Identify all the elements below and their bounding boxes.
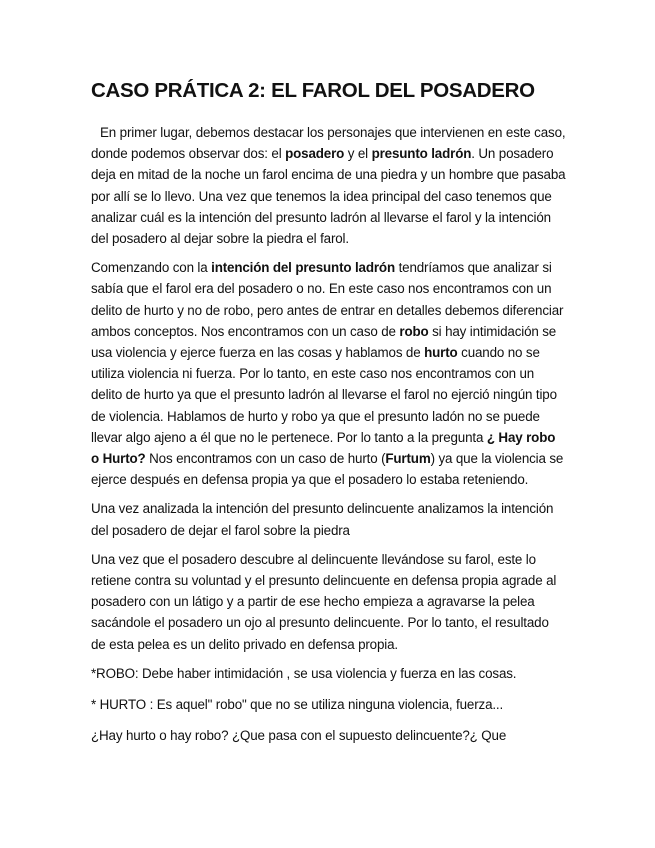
note-robo: *ROBO: Debe haber intimidación , se usa violencia y fuerza en las cosas. [91, 665, 517, 681]
paragraph-text: . Un posadero deja en mitad de la noche un farol encima de una piedra y un hombre que pasaba por allí se lo llevo. Una vez que tenemos la idea principal del caso tenemos que analizar cuál es la intención del presunto ladrón al llevarse el farol y la intención del posadero al dejar sobre la piedra el farol. [91, 146, 566, 247]
paragraph-text: cuando no se utiliza violencia ni fuerza. Por lo tanto, en este caso nos encontramos con un delito de hurto ya que el presunto ladrón al llevarse el farol no ejerció ningún tipo de violencia. Hablamos de hurto y robo ya que el presunto ladón no se puede llevar algo ajeno a él que no le pertenece. Por lo tanto a la pregunta [91, 345, 557, 445]
paragraph-text: si hay intimidación se usa violencia y ejerce fuerza en las cosas y hablamos de [91, 323, 557, 361]
paragraph-fight: Una vez que el posadero descubre al delincuente llevándose su farol, este lo retiene contra su voluntad y el presunto delincuente en defensa propia agrade al posadero con un látigo y a partir de ese hecho empieza a agravarse la pelea sacándole el posadero un ojo al presunto delincuente. Por lo tanto, el resultado de esta pelea es un delito privado en defensa propia. [91, 551, 557, 652]
paragraph-text: En primer lugar, debemos destacar los personajes que intervienen en este caso, donde podemos observar dos: el [91, 125, 566, 162]
document-page [91, 74, 566, 756]
bold-term-posadero: posadero [285, 146, 345, 162]
paragraph-text: Comenzando con la [91, 260, 212, 276]
document-title: CASO PRÁTICA 2: EL FAROL DEL POSADERO [91, 79, 535, 102]
bold-term-robo: robo [399, 323, 429, 339]
paragraph-text: y el [344, 146, 372, 162]
bold-term-furtum: Furtum [385, 451, 431, 467]
paragraph-posadero-intention: Una vez analizada la intención del presunto delincuente analizamos la intención del posadero de dejar el farol sobre la piedra [91, 501, 554, 538]
bold-term-hurto: hurto [424, 345, 458, 361]
bold-question: ¿ Hay robo o Hurto? [91, 429, 556, 467]
paragraph-text: ) ya que la violencia se ejerce después en defensa propia ya que el posadero lo estaba reteniendo. [91, 451, 564, 488]
note-hurto: * HURTO : Es aquel" robo" que no se utiliza ninguna violencia, fuerza... [91, 697, 504, 713]
note-questions: ¿Hay hurto o hay robo? ¿Que pasa con el supuesto delincuente?¿ Que [91, 728, 507, 744]
paragraph-thief-intention [91, 257, 566, 490]
bold-term-presunto-ladron: presunto ladrón [371, 146, 472, 162]
paragraph-text: Nos encontramos con un caso de hurto ( [145, 451, 386, 467]
paragraph-characters [91, 122, 566, 249]
paragraph-text: tendríamos que analizar si sabía que el farol era del posadero o no. En este caso nos encontramos con un delito de hurto y no de robo, pero antes de entrar en detalles debemos diferenciar ambos conceptos. Nos encontramos con un caso de [91, 260, 564, 339]
bold-term-intention: intención del presunto ladrón [211, 260, 395, 276]
